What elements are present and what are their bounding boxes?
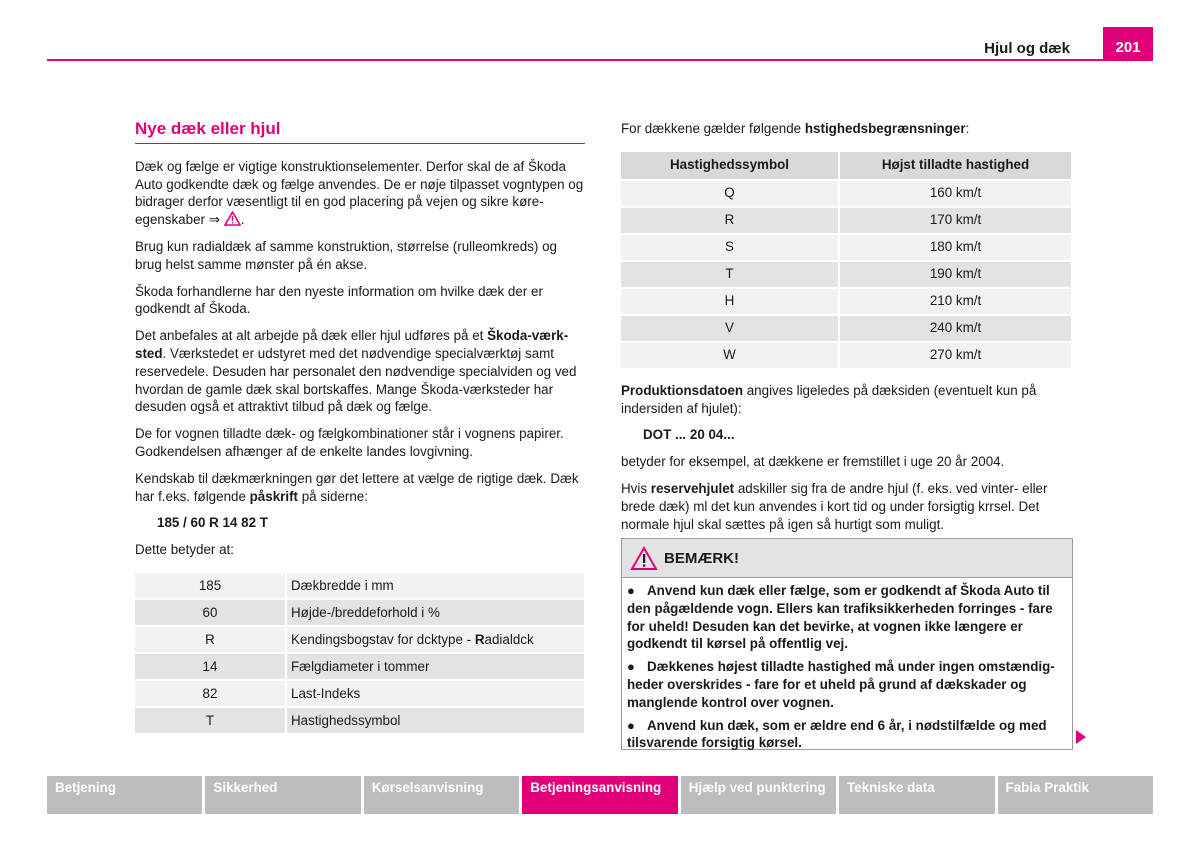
- warning-note-box: [621, 538, 1073, 750]
- note-item-text: Dækkenes højest tilladte hastighed må under ingen omstændig-heder overskrides - fare for et uheld på grund af dækskader og manglende kontrol over vognen.: [627, 659, 1055, 710]
- speed-cell: 180 km/t: [839, 234, 1071, 261]
- spare-wheel-post: adskiller sig fra de andre hjul (f. eks. ved vinter- eller brede dæk) ml det kun anvendes i kort tid og under forsigtig krrsel. Det normale hjul skal sættes på igen så hurtigt som muligt.: [621, 480, 1048, 532]
- meaning-text-post: adialdck: [484, 631, 534, 647]
- next-page-arrow-icon[interactable]: [1076, 730, 1086, 744]
- paragraph-intro-text: Dæk og fælge er vigtige konstruktionselementer. Derfor skal de af Škoda Auto godkendte dæk og fælge anvendes. De er nøje tilpasset vogntypen og bidrager derfor væsentligt til en god placering på vejen og sikre køre-egenskaber: [135, 158, 584, 228]
- speed-cell: 210 km/t: [839, 288, 1071, 315]
- production-date-text: angives ligeledes på dæksiden (eventuelt kun på indersiden af hjulet):: [621, 382, 1037, 416]
- meaning-cell: [286, 626, 584, 653]
- paragraph-marking: [135, 470, 585, 506]
- table-row: [621, 342, 1071, 369]
- reference-arrow: ⇒: [208, 212, 220, 228]
- speed-intro-pre: For dækkene gælder følgende: [621, 121, 805, 136]
- table-row: [135, 707, 584, 734]
- symbol-cell: H: [621, 288, 839, 315]
- speed-intro-bold: hstighedsbegrænsninger: [804, 121, 966, 136]
- symbol-cell: W: [621, 342, 839, 369]
- paragraph-intro-end: .: [240, 212, 245, 228]
- symbol-cell: S: [621, 234, 839, 261]
- note-item-text: Anvend kun dæk eller fælge, som er godkendt af Škoda Auto til den pågældende vogn. Ellers kan trafiksikkerheden forringes - fare for uheld! Desuden kan det bevirke, at vognen ikke længere er godkendt til kørsel på offentlig vej.: [627, 583, 1053, 652]
- meaning-cell: Last-Indeks: [286, 680, 584, 707]
- table-row: [621, 234, 1071, 261]
- list-item: [627, 658, 1067, 711]
- meaning-cell: Dækbredde i mm: [286, 573, 584, 599]
- paragraph-speed-intro: [621, 120, 1073, 138]
- running-header-section: Hjul og dæk: [984, 40, 1070, 57]
- speed-cell: 160 km/t: [839, 180, 1071, 207]
- meaning-cell: Højde-/breddeforhold i %: [286, 599, 584, 626]
- dot-code-example: DOT ... 20 04...: [643, 427, 735, 443]
- header-rule: [47, 59, 1153, 61]
- table-row: [135, 653, 584, 680]
- paragraph-dot-meaning: betyder for eksempel, at dækkene er fremstillet i uge 20 år 2004.: [621, 454, 1005, 470]
- bullet-icon: ●: [627, 717, 635, 733]
- speed-cell: 240 km/t: [839, 315, 1071, 342]
- marking-text-post: på siderne:: [298, 488, 368, 504]
- meaning-text-pre: Kendingsbogstav for dcktype -: [291, 631, 475, 647]
- note-item-text: Anvend kun dæk, som er ældre end 6 år, i nødstilfælde og med tilsvarende forsigtig kørsel.: [627, 717, 1047, 751]
- warning-note-header: [622, 539, 1072, 578]
- symbol-cell: Q: [621, 180, 839, 207]
- workshop-text-pre: Det anbefales at alt arbejde på dæk eller hjul udføres på et: [135, 328, 488, 344]
- paragraph-meaning: Dette betyder at:: [135, 542, 234, 558]
- speed-cell: 170 km/t: [839, 207, 1071, 234]
- list-item: [627, 582, 1067, 653]
- symbol-cell: T: [621, 261, 839, 288]
- tire-code-example: 185 / 60 R 14 82 T: [157, 515, 268, 531]
- code-cell: T: [135, 707, 286, 734]
- table-header-row: [621, 152, 1071, 180]
- tab-betjeningsanvisning[interactable]: Betjeningsanvisning: [522, 776, 677, 814]
- footer-navigation: [47, 776, 1153, 814]
- tab-tekniske-data[interactable]: Tekniske data: [839, 776, 994, 814]
- table-row: [135, 626, 584, 653]
- warning-note-body: [622, 578, 1072, 761]
- meaning-text-bold: R: [474, 631, 485, 647]
- workshop-text-post: . Værkstedet er udstyret med det nødvendige specialværktøj samt reservedele. Desuden har personalet den nødvendige specialviden og ved hvordan de gamle dæk skal bortskaffes. Mange Škoda-værksteder har desuden også et attraktivt tilbud på dæk og fælge.: [135, 345, 577, 415]
- symbol-cell: R: [621, 207, 839, 234]
- tab-korselsanvisning[interactable]: Kørselsanvisning: [364, 776, 519, 814]
- code-cell: 60: [135, 599, 286, 626]
- warning-note-title: BEMÆRK!: [664, 550, 739, 567]
- speed-intro-post: :: [965, 121, 970, 136]
- left-column: [135, 118, 585, 735]
- production-date-bold: Produktionsdatoen: [621, 382, 744, 398]
- code-cell: 82: [135, 680, 286, 707]
- tab-hjaelp-ved-punktering[interactable]: Hjælp ved punktering: [681, 776, 836, 814]
- table-row: [621, 261, 1071, 288]
- meaning-cell: Fælgdiameter i tommer: [286, 653, 584, 680]
- warning-reference-icon[interactable]: [224, 211, 241, 226]
- speed-cell: 270 km/t: [839, 342, 1071, 369]
- table-row: [135, 680, 584, 707]
- speed-table: [621, 152, 1071, 370]
- marking-text-pre: Kendskab til dækmærkningen gør det lettere at vælge de rigtige dæk. Dæk har f.eks. følgende: [135, 470, 579, 504]
- tab-sikkerhed[interactable]: Sikkerhed: [205, 776, 360, 814]
- right-column: [621, 118, 1073, 542]
- tire-code-table: [135, 573, 584, 735]
- meaning-cell: Hastighedssymbol: [286, 707, 584, 734]
- paragraph-intro: [135, 158, 585, 229]
- column-header-speed: Højst tilladte hastighed: [839, 152, 1071, 180]
- section-title: Nye dæk eller hjul: [135, 120, 585, 144]
- column-header-symbol: Hastighedssymbol: [621, 152, 839, 180]
- bullet-icon: ●: [627, 659, 635, 675]
- paragraph-production-date: [621, 382, 1073, 418]
- table-row: [621, 207, 1071, 234]
- table-row: [135, 599, 584, 626]
- warning-triangle-icon: [630, 546, 658, 571]
- paragraph-workshop: [135, 327, 585, 416]
- page-number: 201: [1103, 27, 1153, 60]
- table-row: [621, 288, 1071, 315]
- spare-wheel-pre: Hvis: [621, 480, 651, 496]
- paragraph-dealers: Škoda forhandlerne har den nyeste information om hvilke dæk der er godkendt af Škoda.: [135, 283, 543, 317]
- symbol-cell: V: [621, 315, 839, 342]
- table-row: [135, 573, 584, 599]
- paragraph-spare-wheel: [621, 480, 1073, 533]
- spare-wheel-bold: reservehjulet: [650, 480, 735, 496]
- speed-cell: 190 km/t: [839, 261, 1071, 288]
- paragraph-combinations: De for vognen tilladte dæk- og fælgkombinationer står i vognens papirer. Godkendelsen afhænger af de enkelte landes lovgivning.: [135, 426, 564, 459]
- workshop-text-bold: Škoda-værk-sted: [135, 328, 569, 361]
- list-item: [627, 717, 1067, 753]
- marking-text-bold: påskrift: [249, 488, 298, 504]
- code-cell: 14: [135, 653, 286, 680]
- tab-betjening[interactable]: Betjening: [47, 776, 202, 814]
- table-row: [621, 315, 1071, 342]
- code-cell: 185: [135, 573, 286, 599]
- code-cell: R: [135, 626, 286, 653]
- bullet-icon: ●: [627, 583, 635, 598]
- table-row: [621, 180, 1071, 207]
- tab-fabia-praktik[interactable]: Fabia Praktik: [998, 776, 1153, 814]
- paragraph-radial: Brug kun radialdæk af samme konstruktion, størrelse (rulleomkreds) og brug helst samme mønster på én akse.: [135, 238, 557, 272]
